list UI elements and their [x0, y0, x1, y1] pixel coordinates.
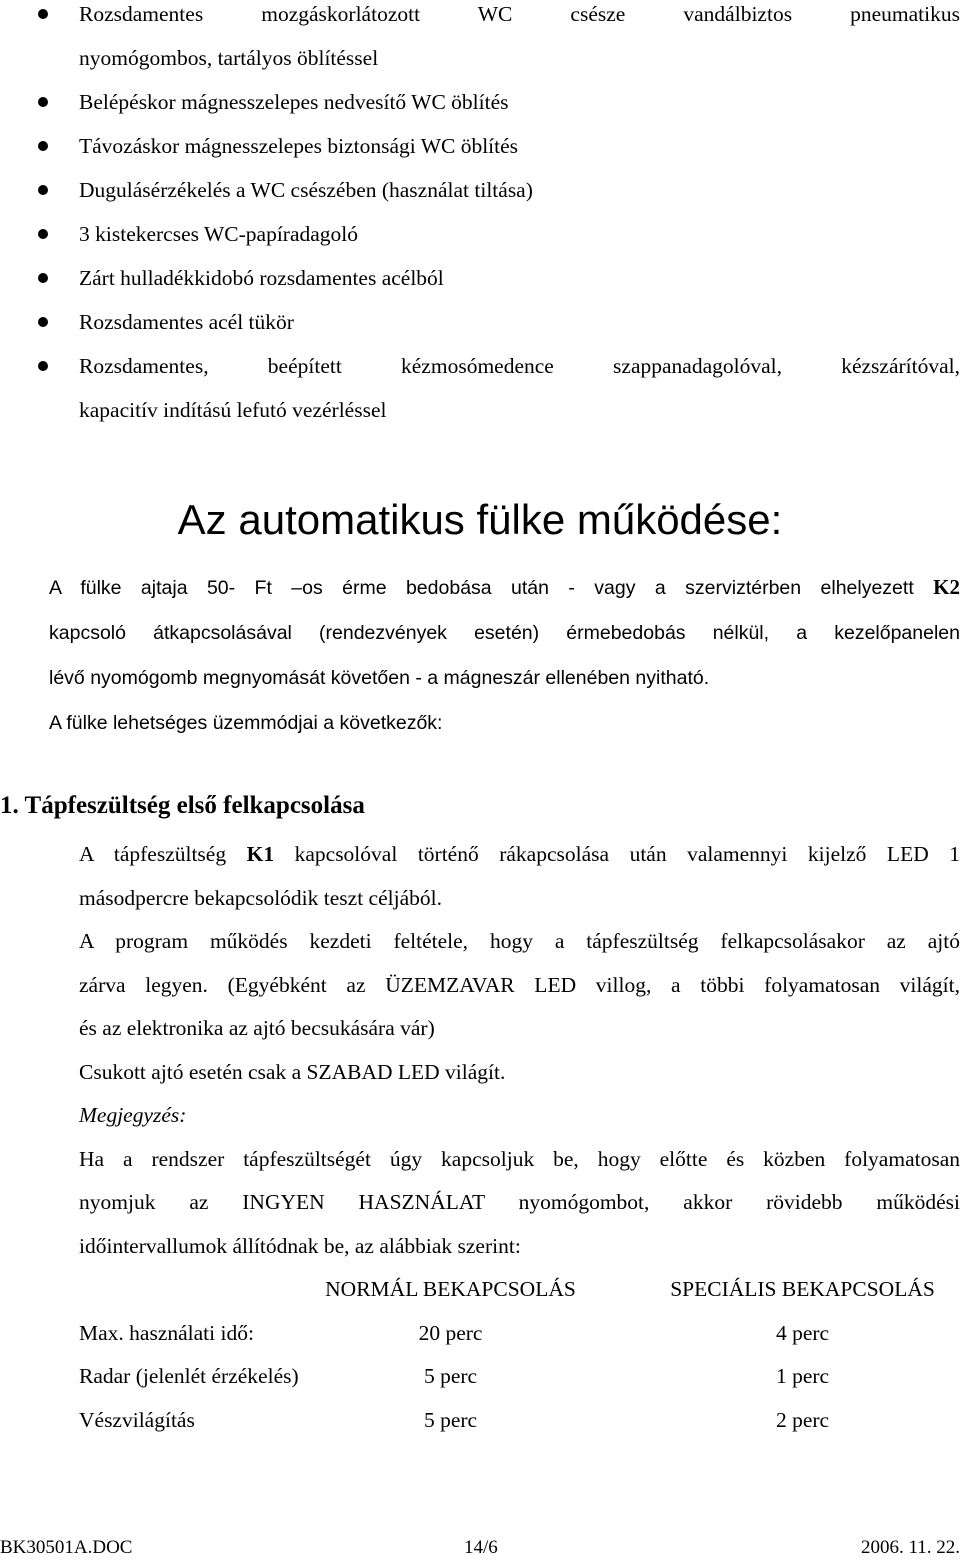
- feature-list: [0, 0, 960, 432]
- list-item: [0, 124, 960, 168]
- footer-page-number: 14/6: [464, 1537, 498, 1558]
- row-label: Max. használati idő:: [79, 1320, 254, 1345]
- note-line: Ha a rendszer tápfeszültségét úgy kapcsoljuk be, hogy előtte és közben folyamatosan: [79, 1146, 960, 1171]
- section-body: [79, 833, 960, 1268]
- list-item-text-cont: nyomógombos, tartályos öblítéssel: [79, 46, 379, 70]
- cell-special: 4 perc: [775, 1320, 830, 1345]
- table-row: [79, 1355, 960, 1399]
- list-item-text: Rozsdamentes mozgáskorlátozott WC csésze vandálbiztos pneumatikus: [79, 2, 960, 26]
- intro-line: A fülke lehetséges üzemmódjai a következők:: [49, 712, 443, 734]
- note-label: Megjegyzés:: [79, 1103, 187, 1127]
- bullet-icon: [38, 9, 48, 19]
- table-row: [79, 1399, 960, 1443]
- bullet-icon: [38, 185, 48, 195]
- paragraph-line: Csukott ajtó esetén csak a SZABAD LED világít.: [79, 1059, 506, 1084]
- switch-k2-label: K2: [933, 575, 960, 599]
- cell-normal: 5 perc: [423, 1364, 478, 1388]
- cell-normal: 20 perc: [418, 1320, 483, 1345]
- list-item: [0, 168, 960, 212]
- list-item: [0, 80, 960, 124]
- list-item: [0, 300, 960, 344]
- column-header-special: SPECIÁLIS BEKAPCSOLÁS: [670, 1277, 935, 1301]
- bullet-icon: [38, 361, 48, 371]
- footer-date: 2006. 11. 22.: [860, 1537, 960, 1558]
- paragraph-line: [79, 833, 960, 877]
- cell-special: 1 perc: [775, 1364, 830, 1388]
- cell-normal: 5 perc: [423, 1407, 478, 1432]
- intro-line: [49, 565, 960, 611]
- intro-paragraph: [49, 565, 960, 746]
- section-heading: Az automatikus fülke működése:: [177, 496, 783, 543]
- intro-text: A fülke ajtaja 50- Ft –os érme bedobása után - vagy a szerviztérben elhelyezett: [49, 577, 914, 599]
- list-item: [0, 212, 960, 256]
- list-item: [0, 256, 960, 300]
- cell-special: 2 perc: [775, 1407, 830, 1432]
- list-item-text: Rozsdamentes, beépített kézmosómedence szappanadagolóval, kézszárítóval,: [79, 354, 960, 378]
- bullet-icon: [38, 317, 48, 327]
- list-item-text: Dugulásérzékelés a WC csészében (használat tiltása): [79, 178, 533, 202]
- row-label: Vészvilágítás: [79, 1407, 195, 1432]
- list-item-text: 3 kistekercses WC-papíradagoló: [79, 222, 359, 246]
- section-title: 1. Tápfeszültség első felkapcsolása: [0, 792, 365, 819]
- intro-line: lévő nyomógomb megnyomását követően - a mágneszár ellenében nyitható.: [49, 667, 710, 689]
- bullet-icon: [38, 97, 48, 107]
- list-item-text: Belépéskor mágnesszelepes nedvesítő WC öblítés: [79, 90, 509, 114]
- note-line: nyomjuk az INGYEN HASZNÁLAT nyomógombot, akkor rövidebb működési: [79, 1190, 960, 1214]
- row-label: Radar (jelenlét érzékelés): [79, 1364, 299, 1388]
- paragraph-line: és az elektronika az ajtó becsukására vár): [79, 1016, 435, 1040]
- list-item-text: Zárt hulladékkidobó rozsdamentes acélból: [79, 266, 444, 290]
- bullet-icon: [38, 273, 48, 283]
- list-item: [0, 0, 960, 80]
- paragraph-line: A program működés kezdeti feltétele, hogy a tápfeszültség felkapcsolásakor az ajtó: [79, 929, 960, 953]
- list-item-text-cont: kapacitív indítású lefutó vezérléssel: [79, 398, 387, 422]
- bullet-icon: [38, 141, 48, 151]
- body-text: kapcsolóval történő rákapcsolása után valamennyi kijelző LED 1: [294, 842, 960, 866]
- list-item: [0, 344, 960, 432]
- table-row: [79, 1312, 960, 1356]
- table-header-row: [79, 1268, 960, 1312]
- note-line: időintervallumok állítódnak be, az alábbiak szerint:: [79, 1233, 521, 1258]
- footer-filename: BK30501A.DOC: [0, 1537, 133, 1558]
- column-header-normal: NORMÁL BEKAPCSOLÁS: [325, 1277, 576, 1301]
- body-text: A tápfeszültség: [79, 842, 227, 866]
- paragraph-line: zárva legyen. (Egyébként az ÜZEMZAVAR LED villog, a többi folyamatosan világít,: [79, 972, 960, 997]
- switch-k1-label: K1: [246, 842, 275, 866]
- timing-table: [79, 1268, 960, 1442]
- paragraph-line: másodpercre bekapcsolódik teszt céljából.: [79, 885, 442, 910]
- list-item-text: Rozsdamentes acél tükör: [79, 310, 294, 334]
- list-item-text: Távozáskor mágnesszelepes biztonsági WC öblítés: [79, 134, 519, 158]
- bullet-icon: [38, 229, 48, 239]
- intro-line: kapcsoló átkapcsolásával (rendezvények esetén) érmebedobás nélkül, a kezelőpanelen: [49, 622, 960, 644]
